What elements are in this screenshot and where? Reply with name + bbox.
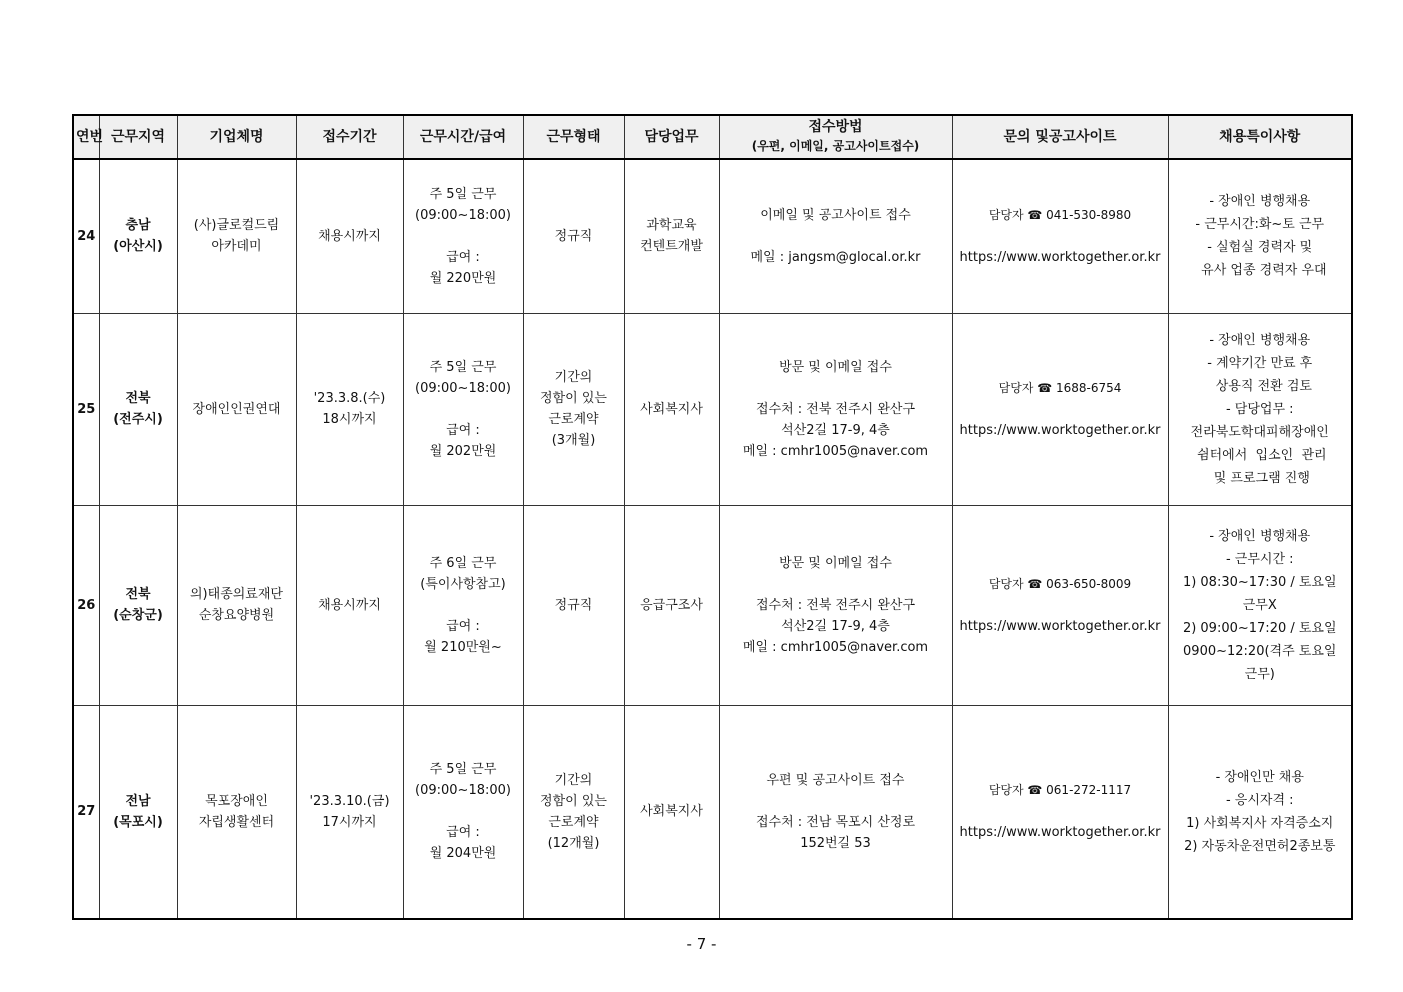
- period-cell: [296, 159, 403, 313]
- text-line: 사회복지사: [640, 401, 703, 417]
- apply-method-cell: [719, 313, 952, 505]
- text-line: 근무X: [1242, 597, 1277, 613]
- spacer: [407, 226, 520, 247]
- text-line: (09:00~18:00): [415, 207, 511, 223]
- text-line: 월 202만원: [429, 443, 497, 459]
- spacer: [407, 595, 520, 616]
- text-line: - 근무시간:화~토 근무: [1195, 217, 1325, 233]
- spacer: [956, 226, 1165, 247]
- duty-cell: [624, 159, 719, 313]
- table-row: [73, 313, 1352, 505]
- row-number: 25: [73, 313, 99, 505]
- row-number: 24: [73, 159, 99, 313]
- header-work-type: 근무형태: [523, 115, 624, 159]
- text-line: 유사 업종 경력자 우대: [1192, 263, 1327, 279]
- text-line: 전라북도학대피해장애인: [1190, 424, 1329, 440]
- company-cell: [177, 705, 296, 919]
- duty-cell: [624, 705, 719, 919]
- text-line: 주 5일 근무: [429, 359, 497, 375]
- spacer: [407, 801, 520, 822]
- spacer: [407, 399, 520, 420]
- text-line: - 담당업무 :: [1225, 401, 1294, 417]
- notes-cell: [1168, 313, 1352, 505]
- work-type-cell: [523, 505, 624, 705]
- text-line: 우편 및 공고사이트 접수: [766, 772, 905, 788]
- text-line: - 장애인 병행채용: [1209, 194, 1311, 210]
- text-line: - 실험실 경력자 및: [1207, 240, 1313, 256]
- header-no: 연번: [73, 115, 99, 159]
- contact-phone: 담당자 ☎ 063-650-8009: [988, 576, 1132, 591]
- text-line: 방문 및 이메일 접수: [779, 359, 892, 375]
- text-line: (12개월): [547, 835, 600, 851]
- work-type-cell: [523, 159, 624, 313]
- notes-cell: [1168, 159, 1352, 313]
- hours-pay-cell: [403, 159, 523, 313]
- text-line: 전북: [125, 587, 151, 602]
- text-line: - 장애인 병행채용: [1209, 332, 1311, 348]
- text-line: 접수처 : 전북 전주시 완산구: [755, 597, 916, 613]
- text-line: 석산2길 17-9, 4층: [781, 618, 890, 634]
- contact-phone: 담당자 ☎ 1688-6754: [998, 380, 1122, 395]
- period-cell: [296, 313, 403, 505]
- header-company: 기업체명: [177, 115, 296, 159]
- spacer: [956, 801, 1165, 822]
- company-cell: [177, 159, 296, 313]
- text-line: 월 220만원: [429, 270, 497, 286]
- text-line: 아카데미: [211, 239, 262, 255]
- header-hours-pay: 근무시간/급여: [403, 115, 523, 159]
- text-line: (09:00~18:00): [415, 783, 511, 799]
- duty-cell: [624, 313, 719, 505]
- text-line: 채용시까지: [318, 597, 381, 613]
- contact-cell: [952, 705, 1168, 919]
- contact-site-link: https://www.worktogether.or.kr: [959, 422, 1161, 438]
- apply-method-cell: [719, 705, 952, 919]
- text-line: 근무): [1244, 666, 1275, 682]
- work-type-cell: [523, 313, 624, 505]
- text-line: - 계약기간 만료 후: [1207, 355, 1313, 371]
- text-line: - 근무시간 :: [1225, 551, 1294, 567]
- text-line: 18시까지: [322, 412, 377, 427]
- text-line: 접수처 : 전북 전주시 완산구: [755, 401, 916, 417]
- text-line: 자립생활센터: [198, 814, 275, 830]
- contact-cell: [952, 159, 1168, 313]
- text-line: 방문 및 이메일 접수: [779, 555, 892, 571]
- text-line: 이메일 및 공고사이트 접수: [760, 207, 911, 223]
- text-line: 장애인인권연대: [192, 401, 281, 417]
- header-contact: 문의 및공고사이트: [952, 115, 1168, 159]
- page-number: - 7 -: [686, 935, 717, 953]
- header-region: 근무지역: [99, 115, 177, 159]
- text-line: 주 5일 근무: [429, 762, 497, 778]
- text-line: 및 프로그램 진행: [1209, 470, 1310, 486]
- text-line: 사회복지사: [640, 804, 703, 820]
- text-line: 근로계약: [548, 412, 599, 427]
- apply-method-cell: [719, 159, 952, 313]
- text-line: (09:00~18:00): [415, 380, 511, 396]
- company-cell: [177, 505, 296, 705]
- spacer: [723, 791, 949, 812]
- text-line: 근로계약: [548, 814, 599, 830]
- text-line: '23.3.10.(금): [309, 793, 390, 809]
- text-line: '23.3.8.(수): [313, 391, 386, 406]
- text-line: 정규직: [554, 597, 593, 613]
- text-line: 메일 : cmhr1005@naver.com: [742, 443, 929, 459]
- header-duty: 담당업무: [624, 115, 719, 159]
- region-cell: [99, 705, 177, 919]
- duty-cell: [624, 505, 719, 705]
- hours-pay-cell: [403, 505, 523, 705]
- text-line: 급여 :: [446, 249, 480, 265]
- contact-phone: 담당자 ☎ 041-530-8980: [988, 207, 1132, 222]
- text-line: 접수처 : 전남 목포시 산정로: [755, 814, 916, 830]
- table-row: [73, 705, 1352, 919]
- spacer: [723, 574, 949, 595]
- text-line: 응급구조사: [640, 597, 703, 613]
- hours-pay-cell: [403, 313, 523, 505]
- company-cell: [177, 313, 296, 505]
- text-line: 기간의: [554, 370, 593, 385]
- text-line: 정규직: [554, 228, 593, 244]
- region-cell: [99, 159, 177, 313]
- text-line: 전북: [125, 391, 151, 406]
- text-line: 채용시까지: [318, 228, 381, 244]
- contact-site-link: https://www.worktogether.or.kr: [959, 249, 1161, 265]
- text-line: (순창군): [113, 608, 163, 623]
- table-header-row: [73, 115, 1352, 159]
- text-line: 2) 09:00~17:20 / 토요일: [1182, 620, 1337, 636]
- text-line: 순창요양병원: [198, 608, 275, 623]
- region-cell: [99, 313, 177, 505]
- period-cell: [296, 705, 403, 919]
- job-listing-table: [72, 114, 1353, 920]
- text-line: 월 210만원~: [424, 639, 502, 655]
- text-line: 급여 :: [446, 825, 480, 841]
- text-line: 의)태종의료재단: [190, 587, 283, 602]
- text-line: 쉼터에서 입소인 관리: [1192, 447, 1327, 463]
- text-line: 메일 : cmhr1005@naver.com: [742, 639, 929, 655]
- period-cell: [296, 505, 403, 705]
- text-line: (목포시): [113, 814, 163, 830]
- text-line: 정함이 있는: [540, 391, 607, 406]
- text-line: 목포장애인: [205, 793, 268, 809]
- row-number: 26: [73, 505, 99, 705]
- text-line: (특이사항참고): [420, 576, 506, 592]
- text-line: 주 5일 근무: [429, 186, 497, 202]
- text-line: 1) 08:30~17:30 / 토요일: [1182, 574, 1337, 590]
- text-line: 급여 :: [446, 422, 480, 438]
- notes-cell: [1168, 705, 1352, 919]
- text-line: 충남: [125, 218, 151, 234]
- text-line: - 장애인만 채용: [1215, 769, 1304, 785]
- contact-site-link: https://www.worktogether.or.kr: [959, 618, 1161, 634]
- spacer: [723, 226, 949, 247]
- header-apply-method: 접수방법 (우편, 이메일, 공고사이트접수): [719, 115, 952, 159]
- text-line: 상용직 전환 검토: [1207, 378, 1312, 394]
- text-line: (사)글로컬드림: [193, 218, 280, 234]
- text-line: 주 6일 근무: [429, 555, 497, 571]
- text-line: 17시까지: [322, 814, 377, 830]
- contact-phone: 담당자 ☎ 061-272-1117: [988, 783, 1132, 798]
- table-row: [73, 159, 1352, 313]
- text-line: (아산시): [113, 239, 163, 255]
- contact-cell: [952, 313, 1168, 505]
- spacer: [723, 378, 949, 399]
- text-line: (3개월): [551, 433, 596, 448]
- work-type-cell: [523, 705, 624, 919]
- text-line: 메일 : jangsm@glocal.or.kr: [750, 249, 921, 265]
- table-row: [73, 505, 1352, 705]
- text-line: 1) 사회복지사 자격증소지: [1186, 815, 1334, 831]
- hours-pay-cell: [403, 705, 523, 919]
- header-notes: 채용특이사항: [1168, 115, 1352, 159]
- text-line: - 장애인 병행채용: [1209, 528, 1311, 544]
- region-cell: [99, 505, 177, 705]
- text-line: 전남: [125, 793, 151, 809]
- text-line: 정함이 있는: [540, 793, 607, 809]
- text-line: 급여 :: [446, 618, 480, 634]
- header-period: 접수기간: [296, 115, 403, 159]
- row-number: 27: [73, 705, 99, 919]
- text-line: 석산2길 17-9, 4층: [781, 422, 890, 438]
- spacer: [956, 595, 1165, 616]
- text-line: 월 204만원: [429, 846, 497, 862]
- text-line: (전주시): [113, 412, 163, 427]
- text-line: 기간의: [554, 772, 593, 788]
- spacer: [956, 399, 1165, 420]
- contact-site-link: https://www.worktogether.or.kr: [959, 825, 1161, 841]
- text-line: 152번길 53: [800, 835, 871, 851]
- text-line: 컨텐트개발: [640, 239, 703, 255]
- text-line: 0900~12:20(격주 토요일: [1183, 643, 1337, 659]
- apply-method-cell: [719, 505, 952, 705]
- contact-cell: [952, 505, 1168, 705]
- text-line: 2) 자동차운전면허2종보통: [1184, 838, 1336, 854]
- text-line: 과학교육: [646, 218, 697, 234]
- text-line: - 응시자격 :: [1225, 792, 1294, 808]
- notes-cell: [1168, 505, 1352, 705]
